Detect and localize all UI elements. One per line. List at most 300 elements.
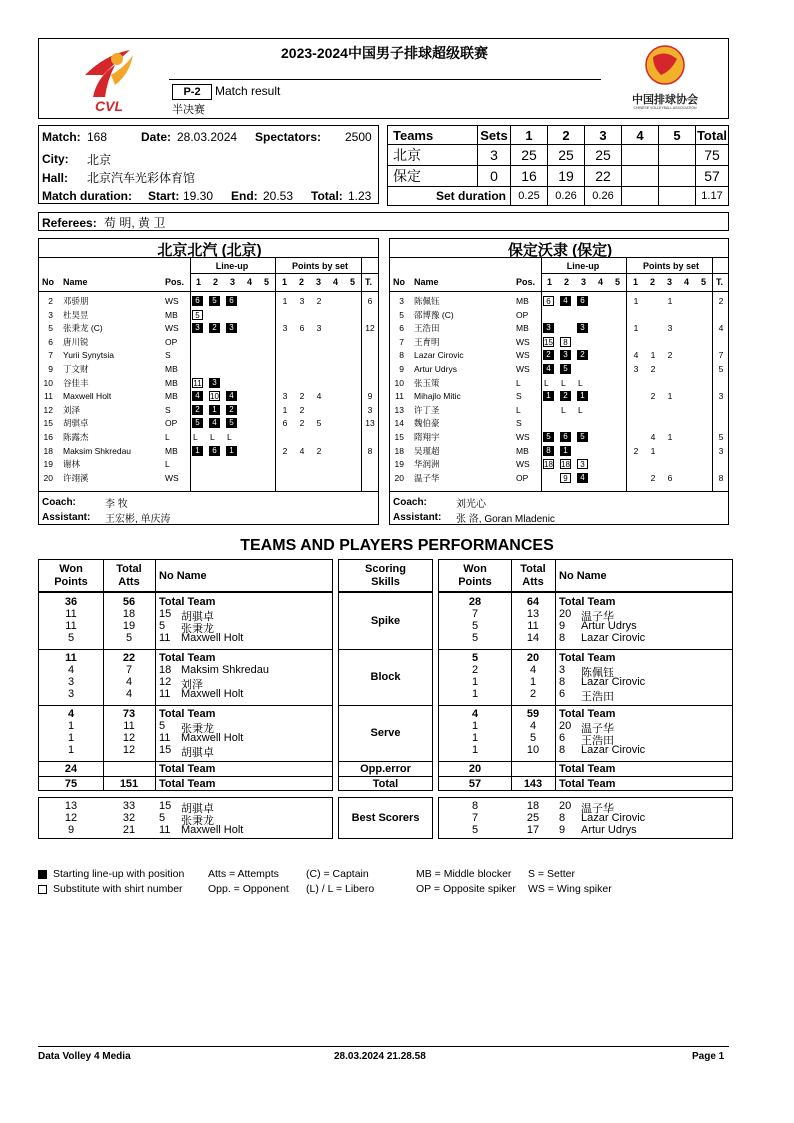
points-by-set-header: Points by set (291, 261, 348, 271)
total-attempts: 22 (122, 652, 136, 664)
total-attempts: 21 (122, 824, 136, 836)
player-name: Maxwell Holt (181, 824, 244, 836)
player-name: Maxwell Holt (181, 732, 244, 744)
player-name: 隋翔宇 (414, 432, 440, 442)
lineup-position: 3 (192, 323, 203, 333)
city-label: City: (42, 152, 69, 166)
legend-substitute: Substitute with shirt number (53, 883, 183, 895)
player-name: 魏伯豪 (414, 418, 440, 429)
won-points: 1 (67, 744, 75, 756)
player-number: 9 (48, 364, 53, 374)
team-total-label: Total Team (559, 708, 616, 720)
divider (339, 649, 432, 650)
total-attempts: 11 (527, 620, 539, 632)
won-points: 1 (67, 720, 75, 732)
points-set-header: 1 (633, 277, 639, 287)
set-points: 2 (650, 391, 656, 402)
perf-right-header (438, 559, 733, 592)
assistant-name: 王宏彬, 单庆涛 (105, 514, 171, 525)
set-points: 3 (316, 323, 322, 334)
perf-left-body (38, 592, 333, 791)
player-number: 3 (559, 664, 566, 676)
player-position: WS (165, 472, 179, 483)
skill-label: Spike (370, 615, 401, 627)
player-position: OP (516, 472, 529, 483)
player-row (39, 445, 378, 458)
player-position: MB (165, 377, 178, 388)
player-row (390, 336, 728, 349)
player-name: 丁文财 (63, 364, 89, 374)
player-name: 王浩田 (414, 323, 440, 334)
lineup-position: 4 (543, 364, 554, 374)
footer-rule (38, 1046, 729, 1047)
set-duration-label: Set duration (388, 187, 511, 206)
lineup-position: 18 (544, 460, 553, 470)
player-number: 6 (399, 323, 404, 334)
perf-center-body (338, 592, 433, 791)
legend-atts: Atts = Attempts (208, 868, 279, 880)
skills-label-1: Scoring (365, 563, 406, 575)
set-points: 6 (667, 472, 673, 483)
player-name: 张秉龙 (C) (63, 323, 103, 334)
set-points: 4 (633, 350, 639, 361)
lineup-position: 5 (209, 296, 220, 306)
spectators-count: 2500 (345, 130, 372, 144)
lineup-set-header: 3 (230, 277, 236, 287)
player-row (39, 295, 378, 308)
total-attempts: 73 (122, 708, 136, 720)
divider (439, 761, 732, 762)
total-attempts: 59 (526, 708, 540, 720)
player-total: 3 (718, 445, 724, 456)
divider (39, 649, 332, 650)
player-name: Maksim Shkredau (181, 664, 270, 676)
lineup-header: Line-up (566, 261, 600, 271)
player-name: 谷佳丰 (63, 377, 89, 388)
player-position: L (516, 404, 521, 415)
legend-libero: (L) / L = Libero (306, 883, 375, 895)
home-total: 75 (696, 145, 729, 166)
won-points: 36 (64, 596, 78, 608)
legend-mb: MB = Middle blocker (416, 868, 512, 880)
player-name: Lazar Cirovic (581, 632, 646, 644)
lineup-position: 2 (226, 405, 237, 415)
won-points: 3 (67, 676, 75, 688)
divider (390, 291, 728, 292)
lineup-position: 5 (543, 432, 554, 442)
set2-duration: 0.26 (548, 187, 585, 206)
set-points: 3 (282, 323, 288, 334)
set-points: 3 (667, 323, 673, 334)
lineup-set-header: 3 (581, 277, 587, 287)
lineup-position: 6 (577, 296, 588, 306)
won-points: 4 (471, 708, 479, 720)
won-points: 9 (67, 824, 75, 836)
lineup-position: 5 (192, 418, 203, 428)
match-number: 168 (87, 130, 108, 144)
player-row (39, 431, 378, 444)
won-points: 20 (468, 763, 482, 775)
lineup-position: 1 (209, 405, 220, 415)
lineup-position: 5 (192, 310, 203, 320)
competition-title: 2023-2024中国男子排球超级联赛 (281, 45, 488, 61)
player-row (39, 322, 378, 335)
total-attempts: 7 (125, 664, 133, 676)
player-name: Lazar Cirovic (581, 676, 646, 688)
player-total: 5 (718, 432, 724, 442)
won-points: 13 (64, 800, 78, 812)
set-points: 2 (667, 350, 673, 361)
lineup-set-header: 4 (247, 277, 253, 287)
won-label-2: Points (458, 576, 492, 588)
cva-logo-text: 中国排球协会 (632, 93, 698, 106)
player-position: WS (516, 364, 530, 374)
total-attempts: 13 (526, 608, 540, 620)
player-name: 许丁圣 (414, 404, 440, 415)
total-attempts: 11 (123, 720, 135, 732)
player-number: 12 (43, 404, 53, 415)
home-set5 (659, 145, 696, 166)
player-number: 5 (159, 620, 166, 632)
lineup-position: 6 (560, 432, 571, 442)
best-center-body (338, 797, 433, 839)
player-position: S (516, 391, 522, 402)
player-number: 11 (159, 688, 171, 700)
won-points: 1 (471, 676, 479, 688)
lineup-position: L (227, 432, 232, 442)
player-position: WS (516, 459, 530, 470)
player-name: 张秉龙 (181, 815, 214, 827)
player-total: 7 (718, 350, 724, 361)
divider (439, 705, 732, 706)
perf-center-header (338, 559, 433, 592)
no-name-label: No Name (559, 570, 607, 582)
set-points: 1 (667, 296, 673, 306)
player-name: 刘泽 (181, 679, 203, 691)
player-number: 9 (559, 824, 566, 836)
player-number: 18 (43, 445, 53, 456)
player-number: 18 (394, 445, 404, 456)
doc-type: Match result (215, 84, 281, 98)
won-points: 3 (67, 688, 75, 700)
player-number: 15 (159, 800, 172, 812)
match-phase: 半决赛 (172, 104, 205, 116)
atts-label-2: Atts (522, 576, 544, 588)
won-points: 5 (471, 620, 479, 632)
player-row (390, 309, 728, 322)
player-name: 杜昊昱 (63, 309, 89, 320)
no-header: No (42, 277, 54, 287)
player-name: 胡骐卓 (181, 747, 214, 759)
set-points: 2 (316, 296, 322, 306)
lineup-position: 6 (543, 296, 554, 306)
set5-header: 5 (659, 126, 696, 145)
divider (39, 291, 378, 292)
set-points: 2 (299, 418, 305, 429)
total-attempts: 151 (119, 778, 139, 790)
points-set-header: 3 (667, 277, 673, 287)
atts-label-1: Total (520, 563, 546, 575)
total-attempts: 25 (526, 812, 540, 824)
set-points: 2 (299, 391, 305, 402)
total-attempts: 4 (529, 664, 537, 676)
total-attempts: 4 (125, 676, 133, 688)
divider (390, 257, 728, 258)
player-name: 陈佩钰 (414, 296, 440, 306)
away-set4 (622, 166, 659, 187)
player-position: WS (516, 432, 530, 442)
lineup-set-header: 2 (564, 277, 570, 287)
set-points: 1 (667, 391, 673, 402)
lineup-position: 4 (226, 391, 237, 401)
player-row (390, 472, 728, 485)
set-points: 6 (282, 418, 288, 429)
team-b-roster (389, 238, 729, 525)
player-name: 谢林 (63, 459, 81, 470)
duration-label: Match duration: (42, 189, 132, 203)
player-number: 6 (559, 732, 566, 744)
atts-label-2: Atts (118, 576, 140, 588)
player-name: 王浩田 (581, 691, 614, 703)
player-number: 2 (48, 296, 53, 306)
doc-code: P-2 (172, 84, 212, 100)
player-number: 6 (559, 688, 566, 700)
total-attempts: 14 (526, 632, 540, 644)
player-total: 3 (367, 404, 373, 415)
player-position: MB (165, 391, 178, 402)
home-team: 北京 (388, 145, 478, 166)
lineup-position: 1 (577, 391, 588, 401)
won-points: 11 (65, 608, 77, 620)
player-number: 19 (394, 459, 404, 470)
footer-timestamp: 28.03.2024 21.28.58 (334, 1051, 426, 1062)
coach-name: 李 牧 (105, 499, 128, 510)
best-scorers-label: Best Scorers (351, 812, 420, 824)
referees-names: 苟 明, 黄 卫 (104, 216, 166, 230)
player-position: MB (165, 309, 178, 320)
player-number: 20 (559, 608, 572, 620)
lineup-position: 5 (560, 364, 571, 374)
lineup-position: 18 (561, 460, 570, 470)
player-name: 温子华 (581, 611, 614, 623)
lineup-position: L (561, 404, 566, 415)
home-sets: 3 (478, 145, 511, 166)
legend-starting: Starting line-up with position (53, 868, 185, 880)
player-number: 8 (559, 744, 566, 756)
player-name: Artur Udrys (581, 824, 637, 836)
lineup-position: 2 (209, 323, 220, 333)
no-header: No (393, 277, 405, 287)
set3-duration: 0.26 (585, 187, 622, 206)
name-header: Name (414, 277, 439, 287)
player-row (390, 431, 728, 444)
legend-setter: S = Setter (528, 868, 575, 880)
player-number: 6 (48, 336, 53, 347)
atts-label-1: Total (116, 563, 142, 575)
set5-duration (659, 187, 696, 206)
player-row (390, 377, 728, 390)
team-total-label: Total Team (159, 652, 216, 664)
player-number: 8 (399, 350, 404, 361)
set4-header: 4 (622, 126, 659, 145)
won-points: 1 (67, 732, 75, 744)
player-number: 12 (159, 676, 172, 688)
set-points: 3 (633, 364, 639, 374)
player-position: OP (165, 336, 178, 347)
set-points: 1 (633, 296, 639, 306)
set-points: 1 (650, 350, 656, 361)
lineup-position: 2 (560, 391, 571, 401)
set-points: 4 (316, 391, 322, 402)
pos-header: Pos. (165, 277, 185, 287)
start-label: Start: (148, 189, 180, 203)
team-total-label: Total Team (559, 652, 616, 664)
player-number: 20 (559, 800, 572, 812)
player-number: 15 (159, 744, 172, 756)
player-number: 10 (394, 377, 404, 388)
total-attempts: 5 (529, 732, 537, 744)
date-label: Date: (141, 130, 172, 144)
divider (339, 776, 432, 777)
set3-header: 3 (585, 126, 622, 145)
lineup-position: 4 (192, 391, 203, 401)
divider (390, 491, 728, 492)
divider (39, 257, 378, 258)
player-number: 7 (48, 350, 53, 361)
player-name: Lazar Cirovic (414, 350, 464, 361)
set-points: 1 (282, 296, 288, 306)
player-name: 王浩田 (581, 735, 614, 747)
points-set-header: 2 (299, 277, 305, 287)
total-attempts: 17 (526, 824, 540, 836)
sets-header: Sets (478, 126, 511, 145)
player-name: 唐川锐 (63, 336, 89, 347)
player-number: 19 (43, 459, 53, 470)
legend-opp: Opp. = Opponent (208, 883, 289, 895)
player-name: Lazar Cirovic (581, 812, 646, 824)
lineup-set-header: 4 (598, 277, 604, 287)
player-position: L (516, 377, 521, 388)
cva-logo-subtext: CHINESE VOLLEYBALL ASSOCIATION (633, 106, 697, 110)
player-row (390, 349, 728, 362)
player-number: 15 (43, 418, 53, 429)
player-number: 3 (399, 296, 404, 306)
cvl-logo (75, 45, 145, 115)
player-position: WS (165, 296, 179, 306)
lineup-position: L (193, 432, 198, 442)
legend-ws: WS = Wing spiker (528, 883, 612, 895)
team-total-label: Total Team (159, 708, 216, 720)
lineup-set-header: 1 (196, 277, 202, 287)
won-label-1: Won (59, 563, 83, 575)
player-number: 20 (43, 472, 53, 483)
results-row-away (388, 166, 729, 187)
player-position: WS (516, 350, 530, 361)
skill-label: Block (370, 671, 401, 683)
end-label: End: (231, 189, 258, 203)
player-total: 12 (365, 323, 375, 334)
lineup-position: 15 (544, 337, 553, 347)
player-number: 5 (399, 309, 404, 320)
lineup-position: 3 (560, 350, 571, 360)
lineup-position: L (578, 404, 583, 415)
performances-title: TEAMS AND PLAYERS PERFORMANCES (240, 537, 554, 554)
referees-box (38, 212, 729, 231)
hall-value: 北京汽车光彩体育馆 (87, 171, 196, 185)
player-name: 温子华 (581, 803, 614, 815)
player-row (390, 295, 728, 308)
perf-right-body (438, 592, 733, 791)
player-total: 4 (718, 323, 724, 334)
header-box (38, 38, 729, 119)
divider (339, 761, 432, 762)
away-set2: 19 (548, 166, 585, 187)
player-position: MB (516, 445, 529, 456)
player-position: WS (165, 323, 179, 334)
player-number: 3 (48, 309, 53, 320)
away-total: 57 (696, 166, 729, 187)
player-position: MB (516, 323, 529, 334)
divider (439, 649, 732, 650)
player-name: Yurii Synytsia (63, 350, 115, 361)
player-number: 5 (159, 720, 166, 732)
set-points: 1 (667, 432, 673, 442)
lineup-position: 9 (560, 473, 571, 483)
set-points: 1 (633, 323, 639, 334)
lineup-position: 4 (560, 296, 571, 306)
lineup-set-header: 5 (615, 277, 621, 287)
set-points: 4 (650, 432, 656, 442)
player-name: Lazar Cirovic (581, 744, 646, 756)
home-set2: 25 (548, 145, 585, 166)
player-number: 9 (559, 620, 566, 632)
won-points: 1 (471, 744, 479, 756)
divider (439, 776, 732, 777)
player-total: 6 (367, 296, 373, 306)
legend-captain: (C) = Captain (306, 868, 369, 880)
set-points: 6 (299, 323, 305, 334)
player-number: 20 (394, 472, 404, 483)
header-rule (169, 79, 601, 80)
player-number: 20 (559, 720, 572, 732)
player-row (39, 404, 378, 417)
team-name: 北京北汽 (北京) (157, 242, 262, 259)
skills-label-2: Skills (371, 576, 400, 588)
lineup-position: 6 (209, 446, 220, 456)
total-attempts: 20 (526, 652, 540, 664)
player-row (39, 309, 378, 322)
divider (541, 273, 728, 274)
total-attempts: 143 (523, 778, 543, 790)
total-attempts: 1 (529, 676, 537, 688)
divider (555, 560, 556, 591)
player-number: 8 (559, 812, 566, 824)
teams-header: Teams (388, 126, 478, 145)
match-date: 28.03.2024 (177, 130, 238, 144)
lineup-position: 5 (577, 432, 588, 442)
total-label: Total: (311, 189, 343, 203)
won-points: 1 (471, 688, 479, 700)
results-row-home (388, 145, 729, 166)
player-name: 张秉龙 (181, 623, 214, 635)
player-number: 16 (43, 432, 53, 442)
set-points: 2 (282, 445, 288, 456)
player-number: 11 (159, 824, 171, 836)
player-name: 邵博豫 (C) (414, 309, 454, 320)
player-total: 2 (718, 296, 724, 306)
player-position: L (165, 459, 170, 470)
player-total: 3 (718, 391, 724, 402)
